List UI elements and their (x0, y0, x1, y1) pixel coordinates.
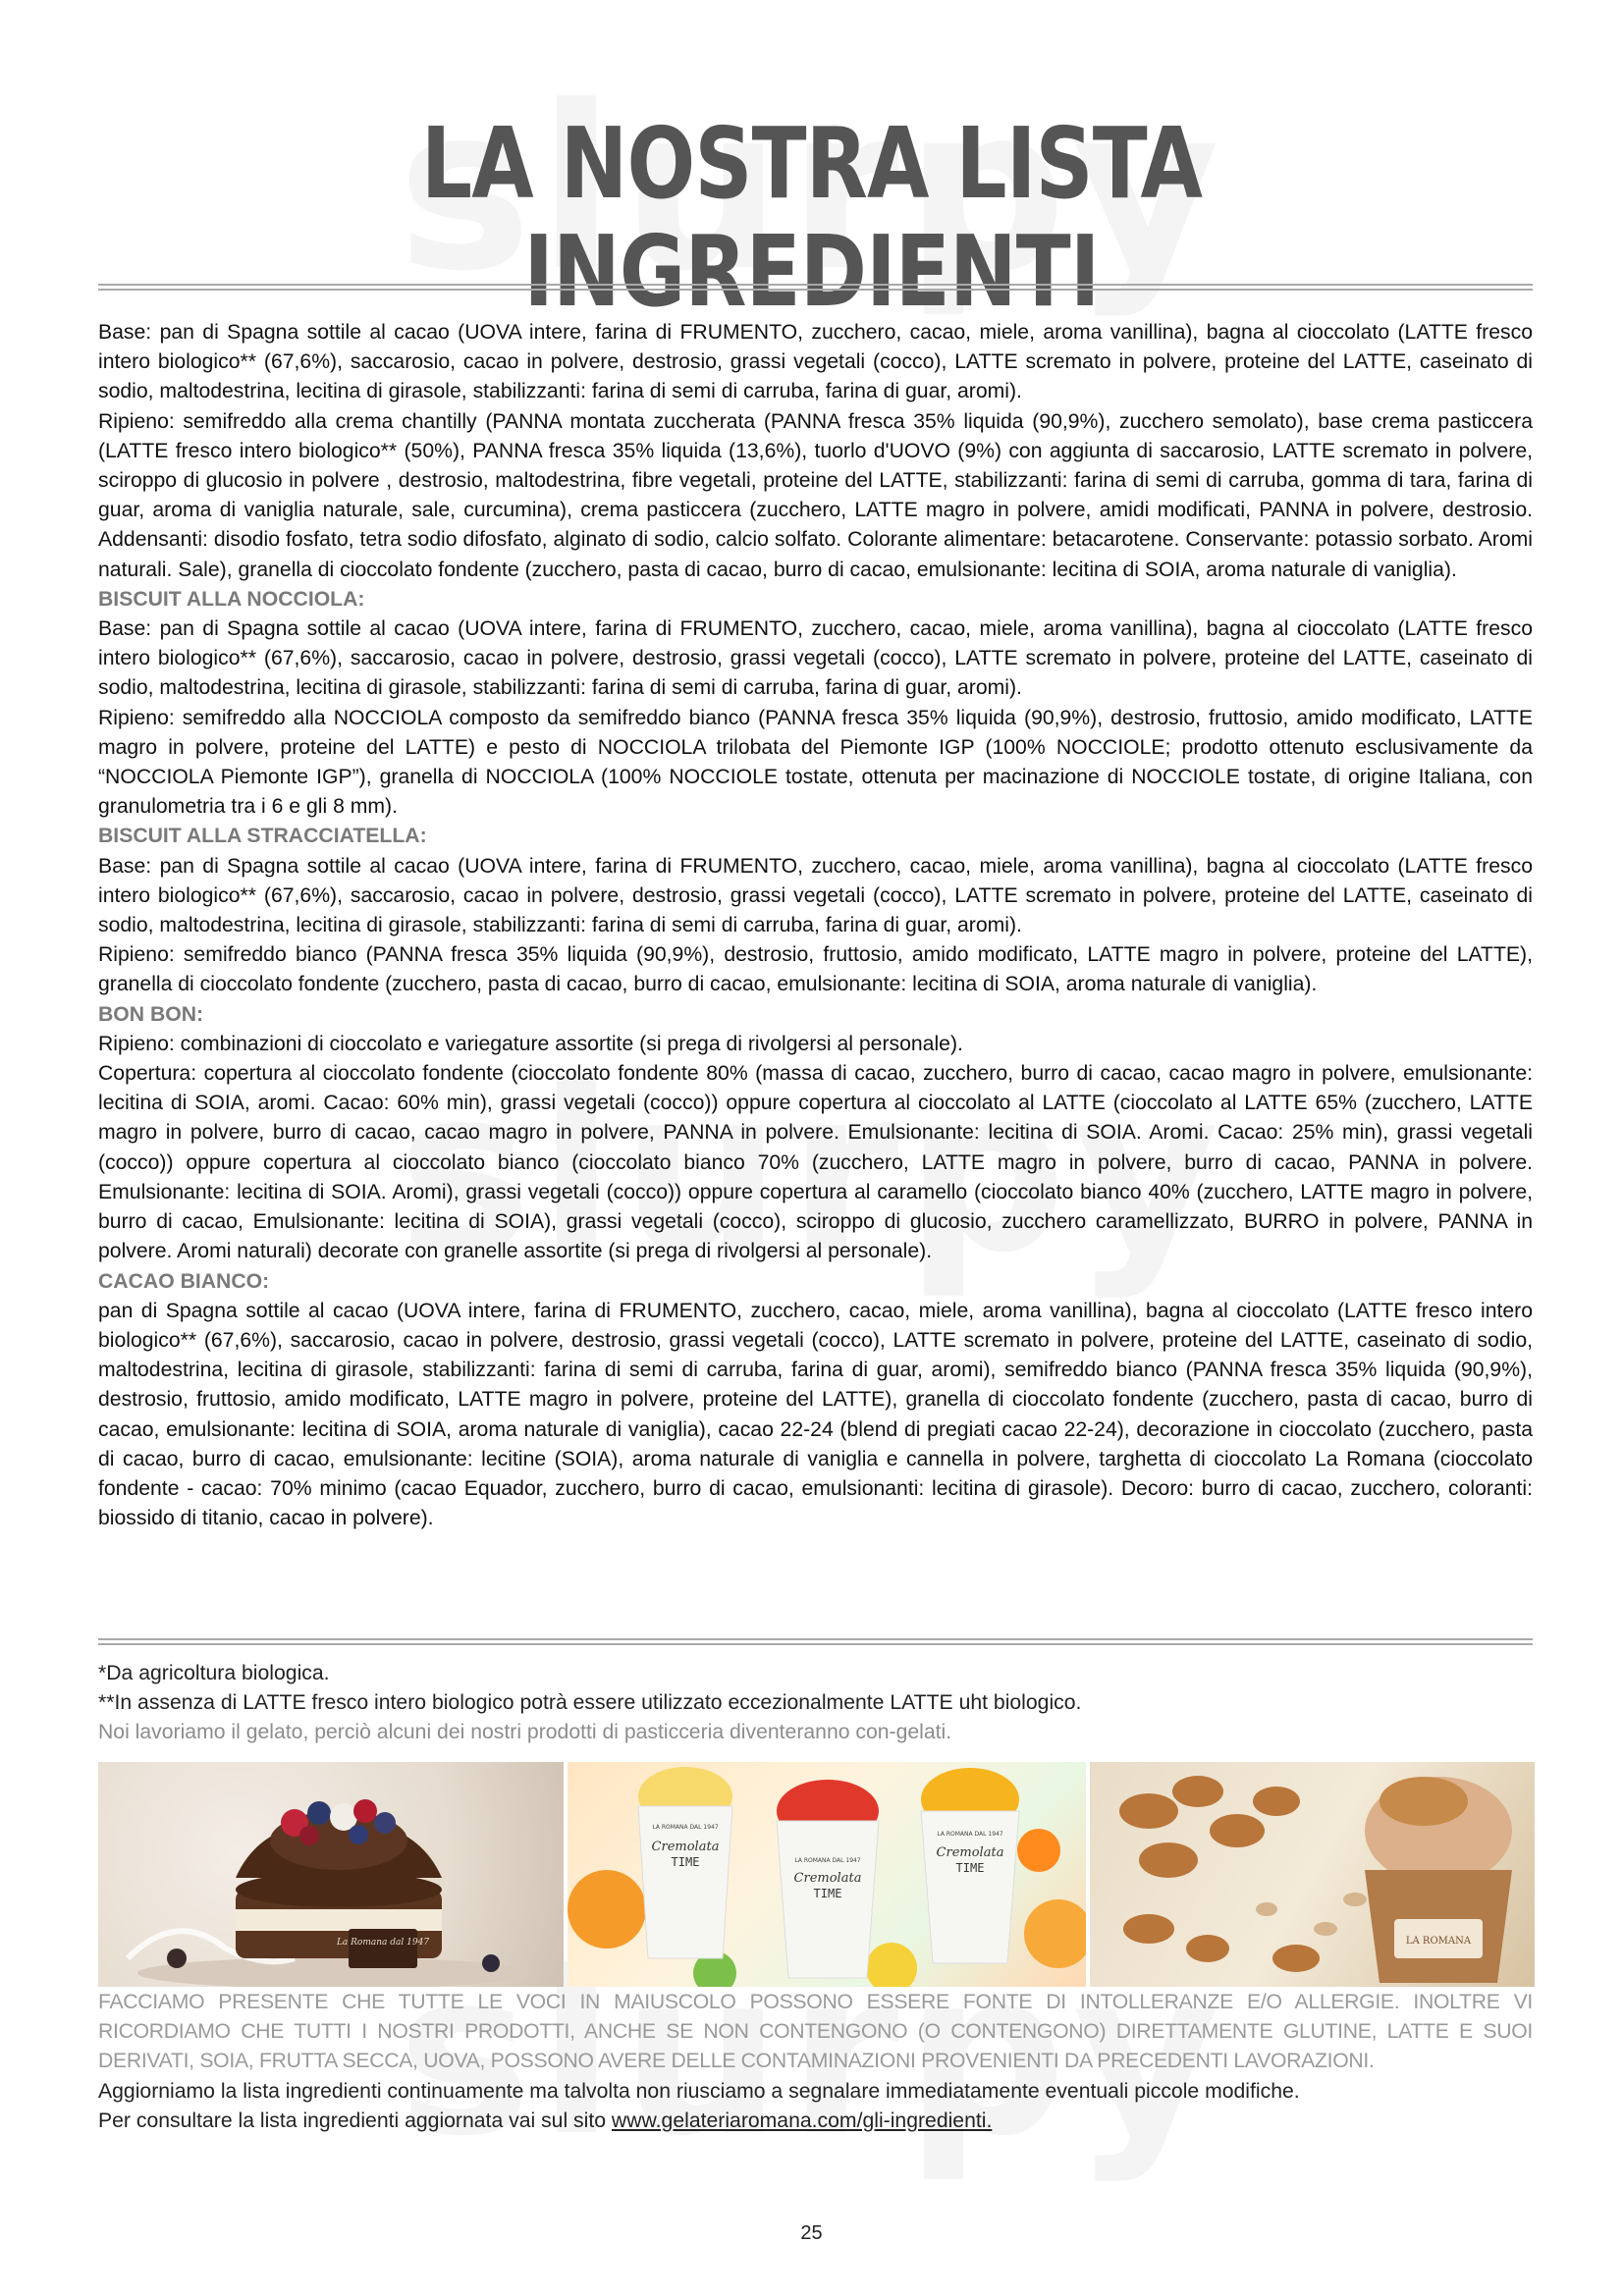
paragraph-filling-chantilly: Ripieno: semifreddo alla crema chantilly (PANNA montata zuccherata (PANNA fresca 35% liquida (90,9%), zucchero semolato), base crema pasticcera (LATTE fresco intero biologico** (50%), PANNA fresca 35% liquida (13,6%), tuorlo d'UOVO (9%) con aggiunta di saccarosio, LATTE scremato in polvere, sciroppo di glucosio in polvere , destrosio, maltodestrina, fibre vegetali, proteine del LATTE, stabilizzanti: farina di semi di carruba, gomma di tara, farina di guar, aroma di vaniglia naturale, sale, curcumina), crema pasticcera (zucchero, LATTE magro in polvere, amidi modificati, PANNA in polvere, destrosio. Addensanti: disodio fosfato, tetra sodio difosfato, alginato di sodio, calcio solfato. Colorante alimentare: betacarotene. Conservante: potassio sorbato. Aromi naturali. Sale), granella di cioccolato fondente (zucchero, pasta di cacao, burro di cacao, emulsionante: lecitina di SOIA, aroma naturale di vaniglia). (98, 409, 1533, 581)
cake-plaque-label: La Romana dal 1947 (336, 1938, 430, 1948)
photo-strip (98, 1762, 1535, 1987)
paragraph-base-chantilly: Base: pan di Spagna sottile al cacao (UOVA intere, farina di FRUMENTO, zucchero, cacao, miele, aroma vanillina), bagna al cioccolato (LATTE fresco intero biologico** (67,6%), saccarosio, cacao in polvere, destrosio, grassi vegetali (cocco), LATTE scremato in polvere, proteine del LATTE, caseinato di sodio, maltodestrina, lecitina di girasole, stabilizzanti: farina di semi di carruba, farina di guar, aromi). (98, 321, 1533, 403)
page-title: LA NOSTRA LISTA INGREDIENTI (420, 106, 1203, 329)
cake-illustration (98, 1762, 564, 1987)
section-heading-bonbon: BON BON: (98, 1002, 204, 1026)
paragraph-coating-bonbon: Copertura: copertura al cioccolato fondente (cioccolato fondente 80% (massa di cacao, zucchero, burro di cacao, cacao magro in polvere, emulsionante: lecitina di SOIA, aromi. Cacao: 60% min), grassi vegetali (cocco)) oppure copertura al cioccolato al LATTE (cioccolato al LATTE 65% (zucchero, LATTE magro in polvere, burro di cacao, cacao magro in polvere, PANNA in polvere. Emulsionante: lecitina di SOIA. Aromi. Cacao: 25% min), grassi vegetali (cocco)) oppure copertura al cioccolato bianco (cioccolato bianco 70% (zucchero, LATTE magro in polvere, burro di cacao, PANNA in polvere. Emulsionante: lecitina di SOIA. Aromi), grassi vegetali (cocco)) oppure copertura al caramello (cioccolato bianco 40% (zucchero, LATTE magro in polvere, burro di cacao, Emulsionante: lecitina di SOIA), grassi vegetali (cocco), sciroppo di glucosio, zucchero caramellizzato, BURRO in polvere, PANNA in polvere. Aromi naturali) decorate con granelle assortite (si prega di rivolgersi al personale). (98, 1062, 1533, 1263)
consult-prefix: Per consultare la lista ingredienti aggiornata vai sul sito (98, 2109, 612, 2132)
consult-note (98, 2107, 1533, 2136)
note-gelato: Noi lavoriamo il gelato, perciò alcuni dei nostri prodotti di pasticceria diventeranno con-gelati. (98, 1721, 952, 1744)
tub-brand-text: LA ROMANA (1405, 1936, 1472, 1947)
cup-label-3: Cremolata (936, 1845, 1004, 1860)
page-number: 25 (800, 2222, 823, 2244)
cup-label-2b: TIME (813, 1887, 842, 1900)
cake-plaque-text (336, 1938, 429, 1948)
cup-label-1: Cremolata (651, 1840, 720, 1854)
notes-block (98, 1659, 1533, 1748)
section-heading-cacao-bianco: CACAO BIANCO: (98, 1269, 270, 1293)
footer-block (98, 1988, 1533, 2136)
cup-label-3b: TIME (955, 1861, 985, 1875)
note-organic: *Da agricoltura biologica. (98, 1662, 330, 1684)
note-uht: **In assenza di LATTE fresco intero biologico potrà essere utilizzato eccezionalmente LATTE uht biologico. (98, 1691, 1082, 1715)
cup-brand-text-2: LA ROMANA DAL 1947 (794, 1857, 861, 1864)
ingredients-text (98, 318, 1533, 1533)
section-heading-nocciola: BISCUIT ALLA NOCCIOLA: (98, 587, 365, 611)
cremolata-cups-photo (568, 1762, 1086, 1987)
update-note: Aggiorniamo la lista ingredienti continuamente ma talvolta non riusciamo a segnalare immediatamente eventuali piccole modifiche. (98, 2079, 1300, 2103)
paragraph-filling-nocciola: Ripieno: semifreddo alla NOCCIOLA composto da semifreddo bianco (PANNA fresca 35% liquida (90,9%), destrosio, fruttosio, amido modificato, LATTE magro in polvere, proteine del LATTE) e pesto di NOCCIOLA trilobata del Piemonte IGP (100% NOCCIOLE; prodotto ottenuto esclusivamente da “NOCCIOLA Piemonte IGP”), granella di NOCCIOLA (100% NOCCIOLE tostate, ottenuta per macinazione di NOCCIOLE tostate, di origine Italiana, con granulometria tra i 6 e gli 8 mm). (98, 706, 1533, 819)
cups-illustration (568, 1762, 1086, 1987)
paragraph-cacao-bianco: pan di Spagna sottile al cacao (UOVA intere, farina di FRUMENTO, zucchero, cacao, miele, aroma vanillina), bagna al cioccolato (LATTE fresco intero biologico** (67,6%), saccarosio, cacao in polvere, destrosio, grassi vegetali (cocco), LATTE scremato in polvere, proteine del LATTE, caseinato di sodio, maltodestrina, lecitina di girasole, stabilizzanti: farina di semi di carruba, farina di guar, aromi), semifreddo bianco (PANNA fresca 35% liquida (90,9%), destrosio, fruttosio, amido modificato, LATTE magro in polvere, proteine del LATTE), granella di cioccolato fondente (zucchero, pasta di cacao, burro di cacao, emulsionante: lecitina di SOIA, aroma naturale di vaniglia), cacao 22-24 (blend di pregiati cacao 22-24), decorazione in cioccolato (zucchero, pasta di cacao, burro di cacao, emulsionante: lecitine (SOIA), aroma naturale di vaniglia e cannella in polvere, targhetta di cioccolato La Romana (cioccolato fondente - cacao: 70% minimo (cacao Equador, zucchero, burro di cacao, emulsionanti: lecitina di girasole). Decoro: burro di cacao, zucchero, coloranti: biossido di titanio, cacao in polvere). (98, 1299, 1533, 1530)
allergy-warning: FACCIAMO PRESENTE CHE TUTTE LE VOCI IN MAIUSCOLO POSSONO ESSERE FONTE DI INTOLLERANZE E/O ALLERGIE. INOLTRE VI RICORDIAMO CHE TUTTI I NOSTRI PRODOTTI, ANCHE SE NON CONTENGONO (O CONTENGONO) DIRETTAMENTE GLUTINE, LATTE E SUOI DERIVATI, SOIA, FRUTTA SECCA, UOVA, POSSONO AVERE DELLE CONTAMINAZIONI PROVENIENTI DA PRECEDENTI LAVORAZIONI. (98, 1991, 1533, 2073)
cup-brand-text-1: LA ROMANA DAL 1947 (652, 1824, 719, 1831)
ingredients-site-link[interactable]: www.gelateriaromana.com/gli-ingredienti. (611, 2109, 993, 2132)
nuts-illustration (1090, 1762, 1535, 1987)
nuts-gelato-photo (1090, 1762, 1535, 1987)
paragraph-base-nocciola: Base: pan di Spagna sottile al cacao (UOVA intere, farina di FRUMENTO, zucchero, cacao, miele, aroma vanillina), bagna al cioccolato (LATTE fresco intero biologico** (67,6%), saccarosio, cacao in polvere, destrosio, grassi vegetali (cocco), LATTE scremato in polvere, proteine del LATTE, caseinato di sodio, maltodestrina, lecitina di girasole, stabilizzanti: farina di semi di carruba, farina di guar, aromi). (98, 617, 1533, 700)
cup-label-1b: TIME (671, 1855, 700, 1869)
cup-brand-text-3: LA ROMANA DAL 1947 (937, 1831, 1003, 1838)
paragraph-base-stracciatella: Base: pan di Spagna sottile al cacao (UOVA intere, farina di FRUMENTO, zucchero, cacao, miele, aroma vanillina), bagna al cioccolato (LATTE fresco intero biologico** (67,6%), saccarosio, cacao in polvere, destrosio, grassi vegetali (cocco), LATTE scremato in polvere, proteine del LATTE, caseinato di sodio, maltodestrina, lecitina di girasole, stabilizzanti: farina di semi di carruba, farina di guar, aromi). (98, 854, 1533, 937)
paragraph-filling-stracciatella: Ripieno: semifreddo bianco (PANNA fresca 35% liquida (90,9%), destrosio, fruttosio, amido modificato, LATTE magro in polvere, proteine del LATTE), granella di cioccolato fondente (zucchero, pasta di cacao, burro di cacao, emulsionante: lecitina di SOIA, aroma naturale di vaniglia). (98, 943, 1533, 996)
cake-photo (98, 1762, 564, 1987)
section-heading-stracciatella: BISCUIT ALLA STRACCIATELLA: (98, 825, 427, 848)
paragraph-filling-bonbon: Ripieno: combinazioni di cioccolato e variegature assortite (si prega di rivolgersi al personale). (98, 1032, 963, 1055)
cup-label-2: Cremolata (793, 1871, 862, 1886)
